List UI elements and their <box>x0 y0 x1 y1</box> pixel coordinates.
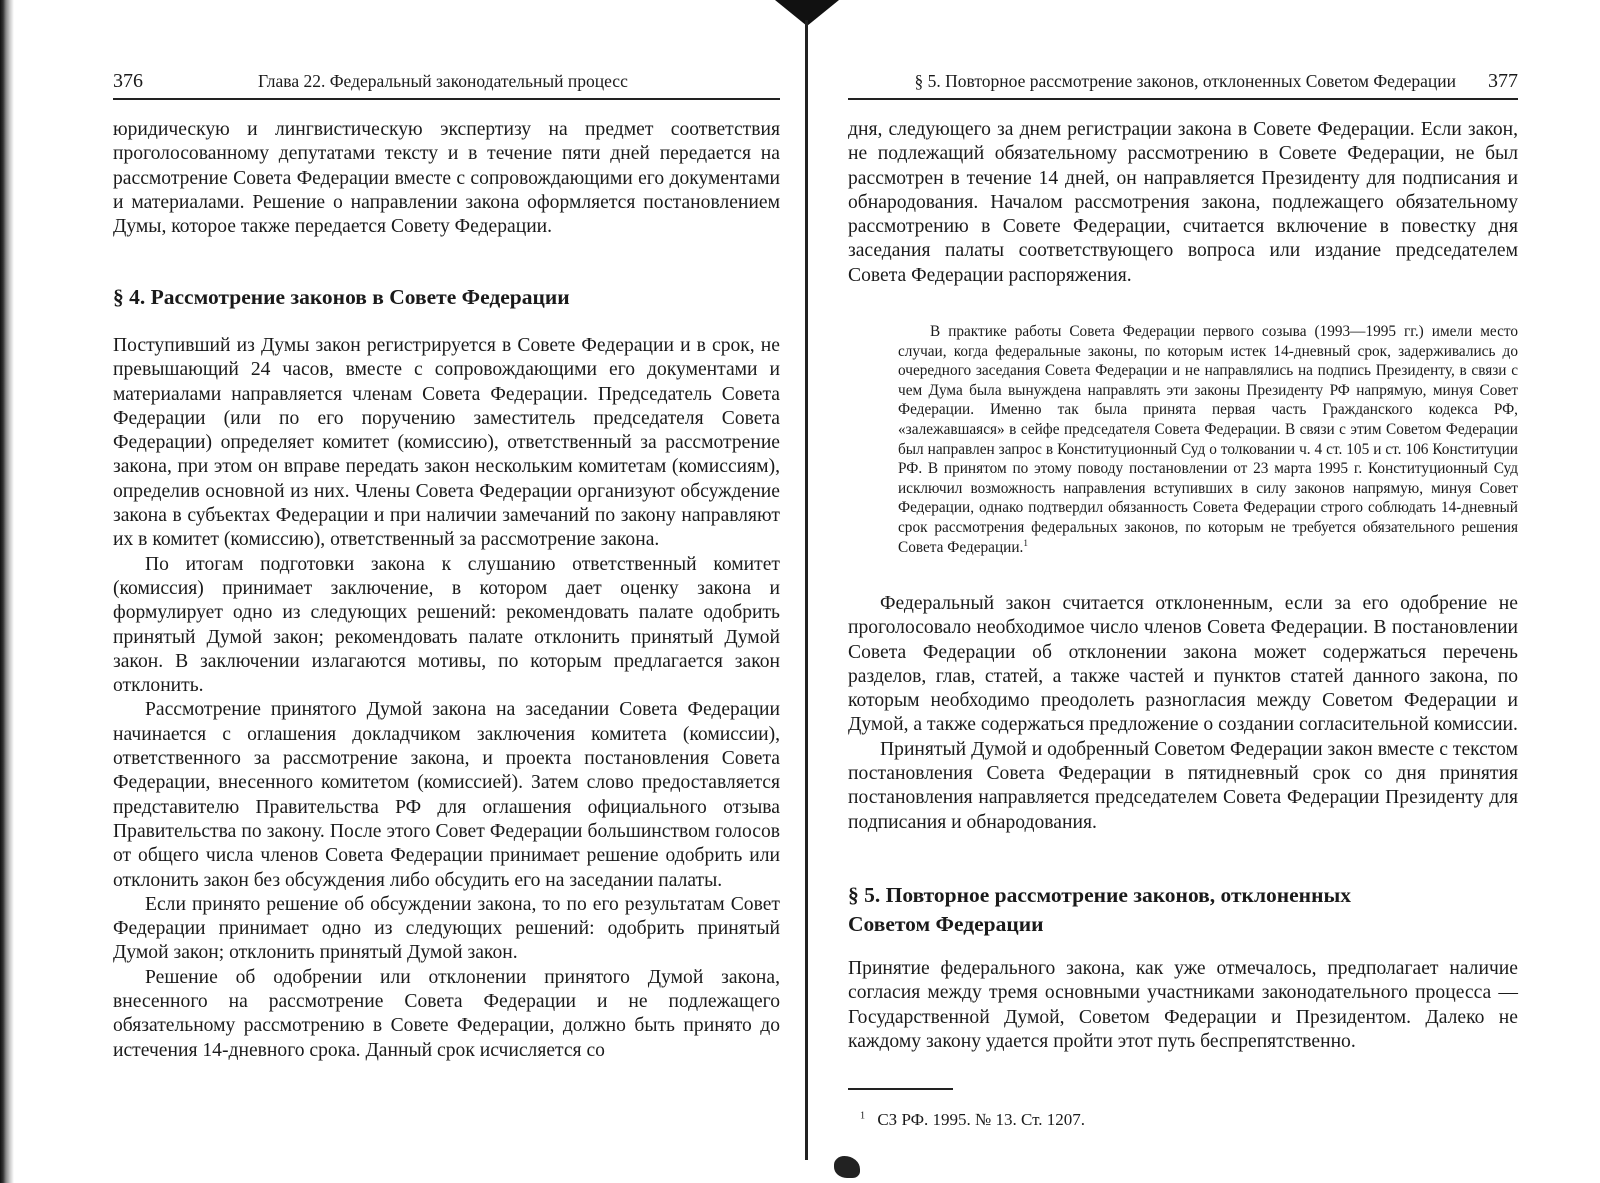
section-body <box>113 334 780 1063</box>
page-number: 377 <box>1488 70 1518 92</box>
intro-paragraph-block <box>848 118 1518 288</box>
paragraph: Решение об одобрении или отклонении принятого Думой закона, внесенного на рассмотрение Совета Федерации и не подлежащего обязательному рассмотрению в Совете Федерации, должно быть принято до истечения 14-дневного срока. Данный срок исчисляется со <box>113 966 780 1061</box>
section-heading-line: § 5. Повторное рассмотрение законов, отклоненных <box>848 883 1351 907</box>
section-body <box>848 957 1518 1054</box>
running-header <box>848 68 1518 94</box>
paragraph: Принятый Думой и одобренный Советом Федерации закон вместе с текстом постановления Совета Федерации в пятидневный срок со дня принятия постановления направляется председателем Совета Федерации Президенту для подписания и обнародования. <box>848 738 1518 833</box>
running-head-title: Глава 22. Федеральный законодательный процесс <box>258 71 628 91</box>
running-header <box>113 68 780 94</box>
header-rule <box>848 98 1518 100</box>
footnote-reference: 1 <box>1023 537 1028 548</box>
book-spine-shadow <box>0 0 14 1183</box>
paragraph: Если принято решение об обсуждении закона, то по его результатам Совет Федерации принимает одно из следующих решений: одобрить принятый Думой закон; отклонить принятый Думой закон. <box>113 893 780 964</box>
paragraph: Рассмотрение принятого Думой закона на заседании Совета Федерации начинается с оглашения докладчиком заключения комитета (комиссии), ответственного за рассмотрение закона, и проекта постановления Совета Федерации, внесенного комитетом (комиссией). Затем слово предоставляется представителю Правительства РФ для оглашения официального отзыва Правительства по закону. После этого Совет Федерации большинством голосов от общего числа членов Совета Федерации принимает решение одобрить или отклонить закон без обсуждения либо обсудить его на заседании палаты. <box>113 699 780 891</box>
section-heading-line: Советом Федерации <box>848 912 1044 936</box>
scan-artifact <box>834 1156 860 1178</box>
footnote-mark: 1 <box>860 1110 866 1122</box>
paragraph: Федеральный закон считается отклоненным, если за его одобрение не проголосовало необходимое число членов Совета Федерации. В постановлении Совета Федерации об отклонении закона может содержаться перечень разделов, глав, статей, а также частей и пунктов статей данного закона, по которым необходимо преодолеть разногласия между Советом Федерации и Думой, а также содержаться предложение о создании согласительной комиссии. <box>848 593 1518 736</box>
paragraph: Принятие федерального закона, как уже отмечалось, предполагает наличие согласия между тремя основными участниками законодательного процесса — Государственной Думой, Советом Федерации и Президентом. Далеко не каждому закону удается пройти этот путь беспрепятственно. <box>848 958 1518 1052</box>
note-text: В практике работы Совета Федерации первого созыва (1993—1995 гг.) имели место случаи, когда федеральные законы, по которым истек 14-дневный срок, задерживались до очередного заседания Совета Федерации и не направлялись на подпись Президенту, в связи с чем Дума была вынуждена направлять эти законы Президенту РФ напрямую, минуя Совет Федерации. Именно так была принята первая часть Гражданского кодекса РФ, «залежавшаяся» в сейфе председателя Совета Федерации. В связи с этим Советом Федерации был направлен запрос в Конституционный Суд о толковании ч. 4 ст. 105 и ст. 106 Конституции РФ. В принятом по этому поводу постановлении от 23 марта 1995 г. Конституционный Суд исключил возможность направления вступивших в силу законов напрямую, минуя Совет Федерации, однако подтвердил обязанность Совета Федерации строго соблюдать 14-дневный срок рассмотрения федеральных законов, по которым не требуется обязательного решения Совета Федерации. <box>898 323 1518 556</box>
page-number: 376 <box>113 70 143 92</box>
book-gutter <box>805 20 808 1160</box>
footnote-rule <box>848 1088 953 1090</box>
small-print-note <box>898 322 1518 557</box>
section-body <box>848 592 1518 835</box>
footnote-text: СЗ РФ. 1995. № 13. Ст. 1207. <box>877 1110 1086 1129</box>
intro-paragraph-block <box>113 118 780 239</box>
footnote <box>860 1108 1085 1132</box>
paragraph: Поступивший из Думы закон регистрируется в Совете Федерации и в срок, не превышающий 24 часов, вместе с сопровождающими его документами и материалами направляется членам Совета Федерации. Председатель Совета Федерации (или по его поручению заместитель председателя Совета Федерации) определяет комитет (комиссию), ответственный за рассмотрение закона, при этом он вправе передать закон нескольким комитетам (комиссиям), определив основной из них. Члены Совета Федерации организуют обсуждение закона в субъектах Федерации и при наличии замечаний по закону направляют их в комитет (комиссию), ответственный за рассмотрение закона. <box>113 335 780 551</box>
section-heading: § 4. Рассмотрение законов в Совете Федерации <box>113 285 570 309</box>
paragraph: По итогам подготовки закона к слушанию ответственный комитет (комиссия) принимает заключение, в котором дает оценку закона и формулирует одно из следующих решений: рекомендовать палате одобрить принятый Думой закон; рекомендовать палате отклонить принятый Думой закон. В заключении излагаются мотивы, по которым предлагается закон отклонить. <box>113 553 780 697</box>
intro-paragraph: юридическую и лингвистическую экспертизу на предмет соответствия проголосованному депутатами тексту и в течение пяти дней передается на рассмотрение Совета Федерации вместе с сопровождающими его документами и материалами. Решение о направлении закона оформляется постановлением Думы, которое также передается Совету Федерации. <box>113 119 780 238</box>
section-heading <box>848 881 1518 939</box>
intro-paragraph: дня, следующего за днем регистрации закона в Совете Федерации. Если закон, не подлежащий обязательному рассмотрению в Совете Федерации, не был рассмотрен в течение 14 дней, он направляется Президенту для подписания и обнародования. Началом рассмотрения закона, подлежащего обязательному рассмотрению в Совете Федерации, считается включение в повестку дня заседания палаты соответствующего вопроса или издание председателем Совета Федерации распоряжения. <box>848 119 1518 286</box>
running-head-title: § 5. Повторное рассмотрение законов, отклоненных Советом Федерации <box>914 71 1456 91</box>
header-rule <box>113 98 780 100</box>
